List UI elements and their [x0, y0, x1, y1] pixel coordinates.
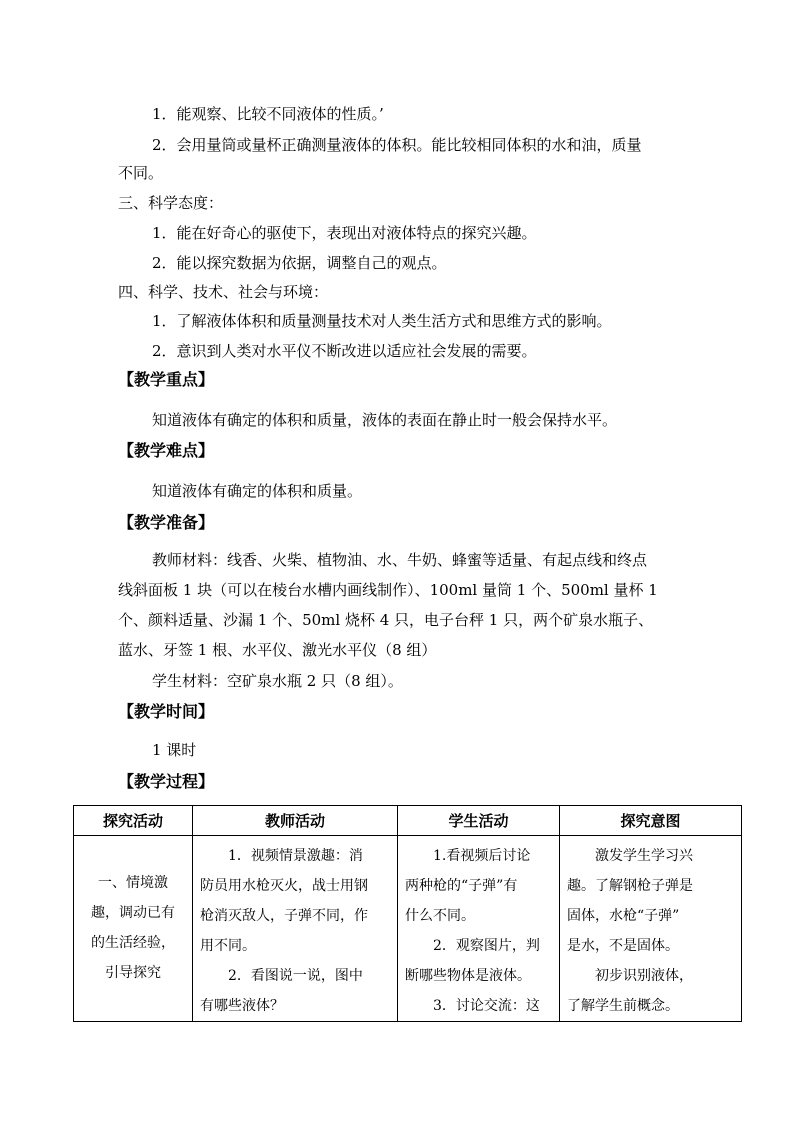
cell-line: 趣。了解钢枪子弹是	[567, 878, 693, 894]
process-title: 【教学过程】	[118, 772, 215, 791]
table-row	[74, 836, 742, 1022]
header-inquiry-intent: 探究意图	[560, 806, 742, 836]
cell-line: 的生活经验，	[91, 935, 175, 951]
cell-line: 是水，不是固体。	[567, 938, 679, 954]
process-table	[73, 805, 742, 1022]
cell-line: 断哪些物体是液体。	[405, 968, 531, 984]
stse-line-2: 2．意识到人类对水平仪不断改进以适应社会发展的需要。	[152, 342, 537, 360]
prep-line-1: 教师材料：线香、火柴、植物油、水、牛奶、蜂蜜等适量、有起点线和终点	[152, 551, 648, 569]
prep-title: 【教学准备】	[118, 513, 215, 532]
table-header-row	[74, 806, 742, 836]
focus-text: 知道液体有确定的体积和质量，液体的表面在静止时一般会保持水平。	[152, 411, 618, 429]
cell-line: 固体，水枪“子弹”	[567, 908, 680, 924]
prep-line-2: 线斜面板 1 块（可以在棱台水槽内画线制作）、100ml 量筒 1 个、500ml 量杯 1	[118, 581, 658, 599]
cell-teacher-activity	[193, 836, 398, 1022]
time-title: 【教学时间】	[118, 702, 215, 721]
cell-line: 防员用水枪灭火，战士用钢	[200, 878, 368, 894]
focus-title: 【教学重点】	[118, 370, 215, 389]
science-attitude-heading: 三、科学态度：	[118, 194, 224, 212]
cell-line: 激发学生学习兴	[567, 848, 693, 864]
cell-line: 用不同。	[200, 938, 256, 954]
cell-inquiry-intent	[560, 836, 742, 1022]
attitude-line-2: 2．能以探究数据为依据，调整自己的观点。	[152, 254, 447, 272]
cell-line: 了解学生前概念。	[567, 998, 679, 1014]
objective-line-2-cont: 不同。	[118, 164, 164, 182]
header-student-activity: 学生活动	[398, 806, 560, 836]
prep-line-4: 蓝水、牙签 1 根、水平仪、激光水平仪（8 组）	[118, 641, 437, 659]
cell-line: 枪消灭敌人，子弹不同，作	[200, 908, 368, 924]
cell-line: 1.看视频后讨论	[405, 848, 531, 864]
cell-line: 2．看图说一说，图中	[200, 968, 363, 984]
cell-inquiry-activity	[74, 836, 193, 1022]
objective-line-1: 1．能观察、比较不同液体的性质。’	[152, 105, 384, 123]
attitude-line-1: 1．能在好奇心的驱使下，表现出对液体特点的探究兴趣。	[152, 224, 537, 242]
cell-line: 一、情境激	[98, 875, 168, 891]
cell-line: 引导探究	[105, 965, 161, 981]
cell-line: 两种枪的“子弹”有	[405, 878, 518, 894]
cell-line: 有哪些液体？	[200, 998, 284, 1014]
difficulty-title: 【教学难点】	[118, 441, 215, 460]
cell-student-activity	[398, 836, 560, 1022]
cell-line: 初步识别液体，	[567, 968, 693, 984]
cell-line: 1．视频情景激趣：消	[200, 848, 363, 864]
cell-line: 3．讨论交流：这	[405, 998, 540, 1014]
stse-heading: 四、科学、技术、社会与环境：	[118, 283, 329, 301]
stse-line-1: 1．了解液体体积和质量测量技术对人类生活方式和思维方式的影响。	[152, 312, 612, 330]
header-inquiry-activity: 探究活动	[74, 806, 193, 836]
prep-line-3: 个、颜料适量、沙漏 1 个、50ml 烧杯 4 只，电子台秤 1 只，两个矿泉水瓶子、	[118, 611, 654, 629]
header-teacher-activity: 教师活动	[193, 806, 398, 836]
difficulty-text: 知道液体有确定的体积和质量。	[152, 482, 363, 500]
objective-line-2: 2．会用量筒或量杯正确测量液体的体积。能比较相同体积的水和油，质量	[152, 136, 642, 154]
time-text: 1 课时	[152, 741, 197, 759]
cell-line: 2．观察图片，判	[405, 938, 540, 954]
cell-line: 什么不同。	[405, 908, 475, 924]
cell-line: 趣，调动已有	[91, 905, 175, 921]
prep-line-5: 学生材料：空矿泉水瓶 2 只（8 组）。	[152, 672, 403, 690]
